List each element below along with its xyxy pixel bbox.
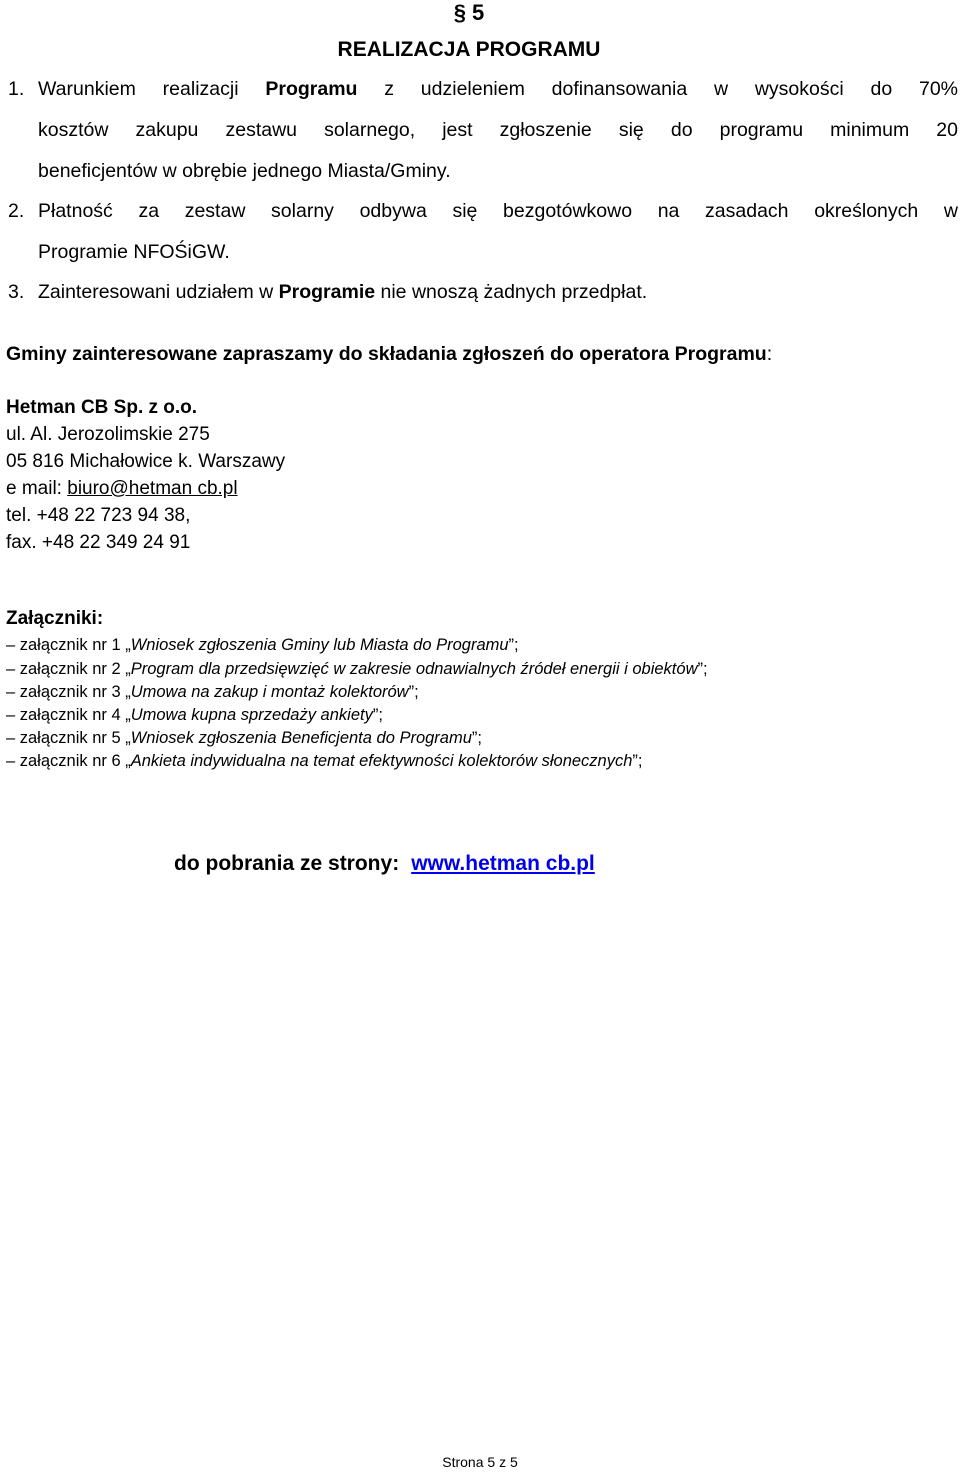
attachment-title: Wniosek zgłoszenia Beneficjenta do Programu (130, 729, 472, 747)
point-2-line-2: Programie NFOŚiGW. (38, 241, 230, 263)
attachment-title: Ankieta indywidualna na temat efektywności kolektorów słonecznych (130, 752, 633, 770)
point-3-number: 3. (8, 281, 25, 303)
email-link[interactable]: biuro@hetman cb.pl (67, 478, 238, 499)
attachment-title: Program dla przedsięwzięć w zakresie odnawialnych źródeł energii i obiektów (130, 660, 698, 678)
attachment-prefix: – załącznik nr 5 „ (6, 729, 131, 747)
point-1-number: 1. (8, 78, 25, 100)
attachment-prefix: – załącznik nr 6 „ (6, 752, 131, 770)
point-2-number: 2. (8, 200, 25, 222)
point-1-line-2: kosztów zakupu zestawu solarnego, jest zgłoszenie się do programu minimum 20 (38, 119, 958, 141)
point-1-program-bold: Programu (265, 78, 358, 100)
page-footer: Strona 5 z 5 (442, 1454, 518, 1470)
point-3-text-end: nie wnoszą żadnych przedpłat. (380, 281, 648, 303)
page-title: REALIZACJA PROGRAMU (337, 38, 601, 61)
attachment-prefix: – załącznik nr 3 „ (6, 683, 131, 701)
attachments-heading: Załączniki: (6, 608, 104, 629)
attachment-suffix: ”; (697, 660, 708, 678)
company-street: ul. Al. Jerozolimskie 275 (6, 424, 210, 445)
invitation-colon: : (766, 343, 773, 365)
point-3-line (38, 281, 647, 304)
company-city: 05 816 Michałowice k. Warszawy (6, 451, 286, 472)
attachment-title: Umowa kupna sprzedaży ankiety (130, 706, 373, 724)
company-phone: tel. +48 22 723 94 38, (6, 505, 191, 526)
point-3-text-start: Zainteresowani udziałem w (38, 281, 274, 303)
website-link[interactable]: www.hetman cb.pl (411, 852, 595, 875)
attachment-suffix: ”; (408, 683, 419, 701)
operator-invitation (6, 343, 772, 366)
email-label: e mail: (6, 478, 62, 499)
attachment-item (6, 636, 519, 655)
point-2-line-1: Płatność za zestaw solarny odbywa się bezgotówkowo na zasadach określonych w (38, 200, 958, 222)
company-fax: fax. +48 22 349 24 91 (6, 532, 191, 553)
attachment-title: Umowa na zakup i montaż kolektorów (130, 683, 409, 701)
attachment-item (6, 729, 482, 748)
attachment-item (6, 706, 383, 725)
attachment-suffix: ”; (632, 752, 643, 770)
attachment-prefix: – załącznik nr 1 „ (6, 636, 131, 654)
attachment-suffix: ”; (471, 729, 482, 747)
attachment-prefix: – załącznik nr 4 „ (6, 706, 131, 724)
invitation-text: Gminy zainteresowane zapraszamy do składania zgłoszeń do operatora Programu (6, 343, 767, 365)
download-label: do pobrania ze strony: (174, 852, 400, 875)
point-3-program-bold: Programie (278, 281, 376, 303)
company-email-line (6, 478, 238, 500)
download-line (174, 852, 595, 876)
attachment-title: Wniosek zgłoszenia Gminy lub Miasta do Programu (130, 636, 509, 654)
point-1-text-start: Warunkiem realizacji (38, 78, 239, 100)
point-1-line-3: beneficjentów w obrębie jednego Miasta/Gminy. (38, 160, 451, 182)
company-name: Hetman CB Sp. z o.o. (6, 397, 198, 418)
point-1-text-end: z udzieleniem dofinansowania w wysokości do 70% (384, 78, 959, 100)
section-number: § 5 (453, 0, 485, 25)
attachment-item (6, 660, 708, 679)
attachment-prefix: – załącznik nr 2 „ (6, 660, 131, 678)
point-1-line-1 (38, 78, 958, 101)
attachment-suffix: ”; (508, 636, 519, 654)
attachment-suffix: ”; (372, 706, 383, 724)
attachment-item (6, 683, 419, 702)
attachment-item (6, 752, 643, 771)
